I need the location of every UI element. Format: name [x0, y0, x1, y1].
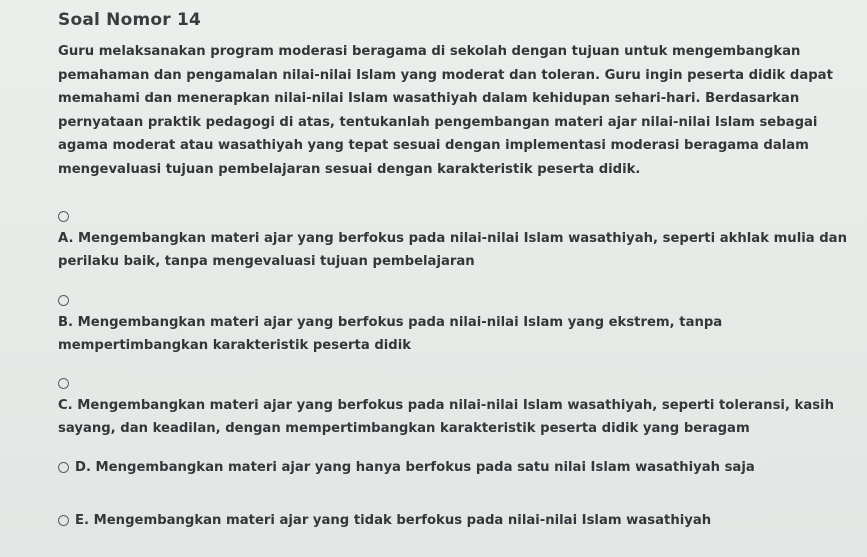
- option-b-radio[interactable]: [58, 295, 69, 306]
- option-a-radio[interactable]: [58, 211, 69, 222]
- option-e-radio[interactable]: [58, 515, 69, 526]
- option-c-label: C. Mengembangkan materi ajar yang berfokus pada nilai-nilai Islam wasathiyah, seperti toleransi, kasih sayang, dan keadilan, dengan mempertimbangkan karakteristik peserta didik yang beragam: [58, 398, 834, 436]
- option-e-label: E. Mengembangkan materi ajar yang tidak berfokus pada nilai-nilai Islam wasathiyah: [75, 513, 712, 528]
- question-title: Soal Nomor 14: [58, 10, 201, 30]
- option-b[interactable]: [58, 291, 848, 357]
- option-e[interactable]: [58, 509, 848, 532]
- option-d-radio[interactable]: [58, 462, 69, 473]
- option-d-label: D. Mengembangkan materi ajar yang hanya berfokus pada satu nilai Islam wasathiyah saja: [75, 460, 755, 475]
- option-c[interactable]: [58, 374, 848, 440]
- option-c-radio[interactable]: [58, 378, 69, 389]
- option-b-label: B. Mengembangkan materi ajar yang berfokus pada nilai-nilai Islam yang ekstrem, tanpa mempertimbangkan karakteristik peserta didik: [58, 315, 723, 353]
- option-a[interactable]: [58, 207, 848, 273]
- option-a-label: A. Mengembangkan materi ajar yang berfokus pada nilai-nilai Islam wasathiyah, seperti akhlak mulia dan perilaku baik, tanpa mengevaluasi tujuan pembelajaran: [58, 231, 847, 269]
- question-text: Guru melaksanakan program moderasi beragama di sekolah dengan tujuan untuk mengembangkan pemahaman dan pengamalan nilai-nilai Islam yang moderat dan toleran. Guru ingin peserta didik dapat memahami dan menerapkan nilai-nilai Islam wasathiyah dalam kehidupan sehari-hari. Berdasarkan pernyataan praktik pedagogi di atas, tentukanlah pengembangan materi ajar nilai-nilai Islam sebagai agama moderat atau wasathiyah yang tepat sesuai dengan implementasi moderasi beragama dalam mengevaluasi tujuan pembelajaran sesuai dengan karakteristik peserta didik.: [58, 44, 833, 177]
- option-d[interactable]: [58, 456, 848, 479]
